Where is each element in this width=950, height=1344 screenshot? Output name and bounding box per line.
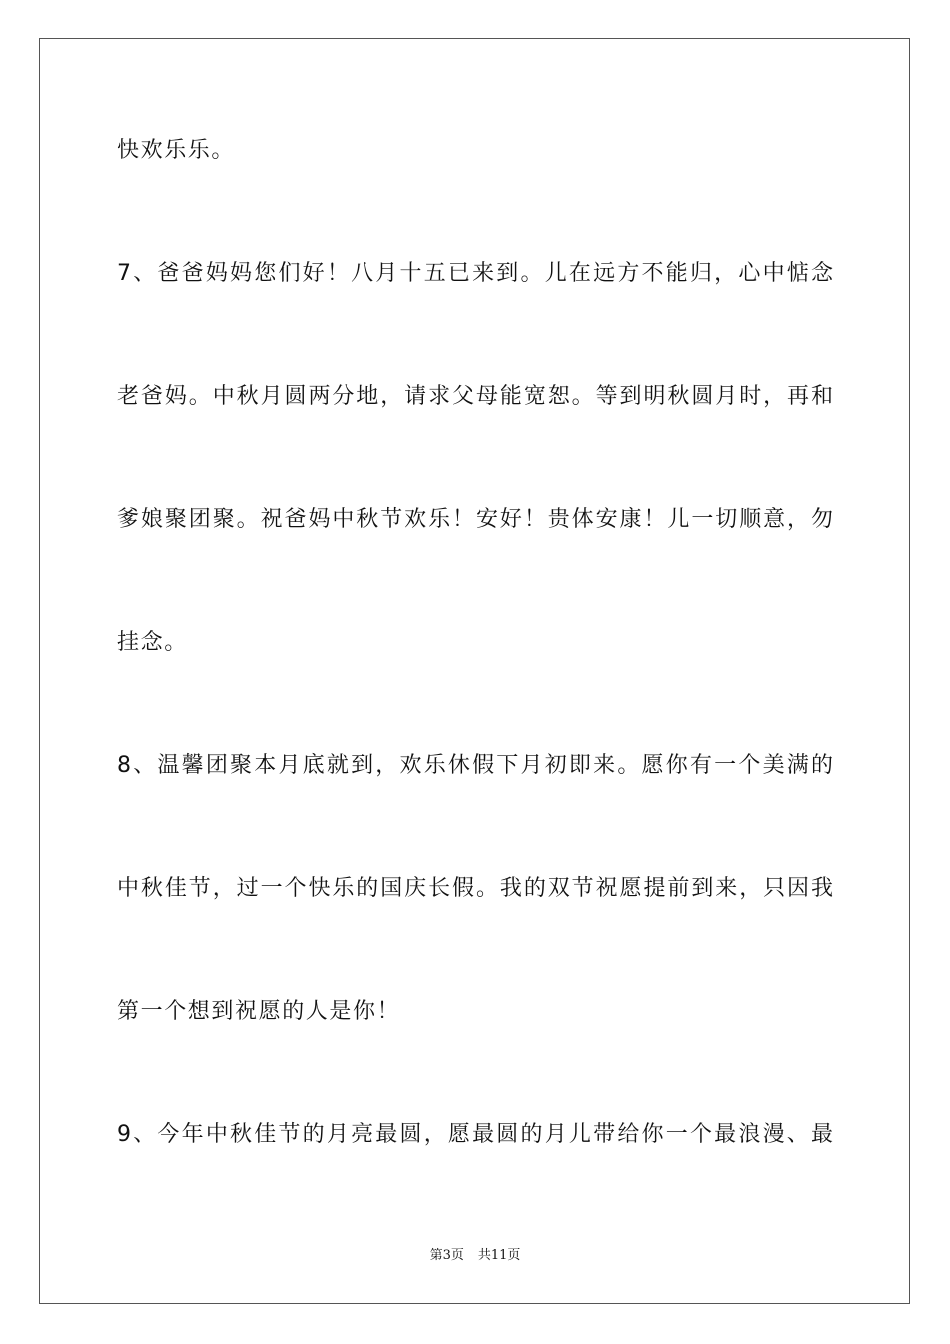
text-line-7: 中秋佳节，过一个快乐的国庆长假。我的双节祝愿提前到来，只因我 [117, 876, 833, 901]
page-footer [0, 1247, 950, 1265]
text-line-3: 老爸妈。中秋月圆两分地，请求父母能宽恕。等到明秋圆月时，再和 [117, 384, 833, 409]
page-number: 第3页 [429, 1248, 464, 1263]
text-line-1: 快欢乐乐。 [117, 138, 236, 163]
text-line-5: 挂念。 [117, 630, 188, 655]
text-line-2: 7、爸爸妈妈您们好！八月十五已来到。儿在远方不能归，心中惦念 [117, 261, 833, 286]
text-line-8: 第一个想到祝愿的人是你！ [117, 999, 401, 1024]
text-line-4: 爹娘聚团聚。祝爸妈中秋节欢乐！安好！贵体安康！儿一切顺意，勿 [117, 507, 833, 532]
text-line-6: 8、温馨团聚本月底就到，欢乐休假下月初即来。愿你有一个美满的 [117, 753, 833, 778]
page-total: 共11页 [477, 1248, 521, 1263]
text-line-9: 9、今年中秋佳节的月亮最圆，愿最圆的月儿带给你一个最浪漫、最 [117, 1122, 833, 1147]
page-frame [39, 38, 910, 1304]
